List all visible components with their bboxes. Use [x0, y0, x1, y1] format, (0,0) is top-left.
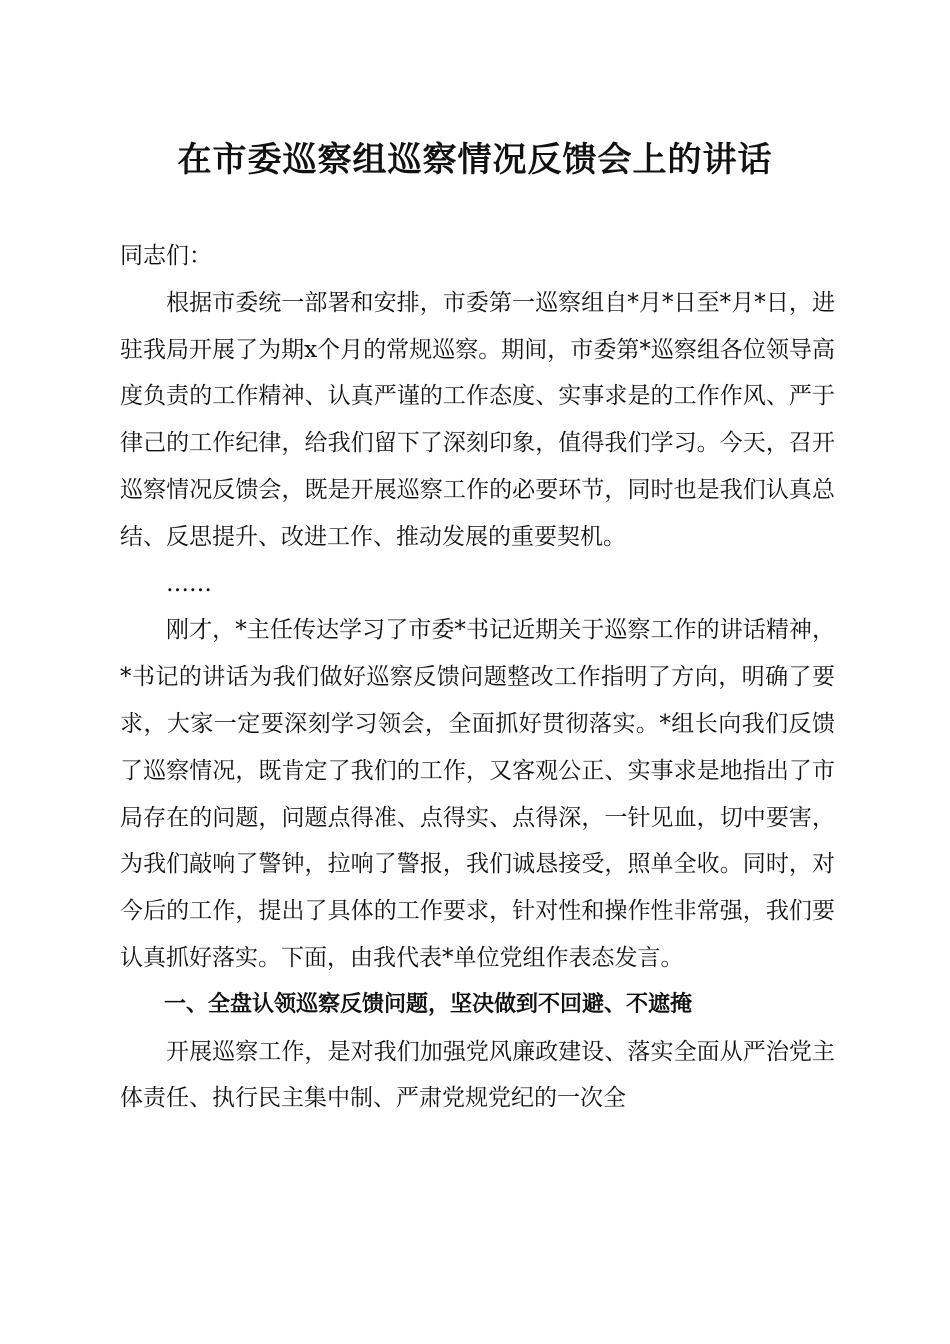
section-1-paragraph: 开展巡察工作，是对我们加强党风廉政建设、落实全面从严治党主体责任、执行民主集中制、严肃党规党纪的一次全 [120, 1038, 835, 1112]
document-body [120, 233, 835, 1122]
section-heading-1: 一、全盘认领巡察反馈问题，坚决做到不回避、不遮掩 [164, 991, 693, 1017]
document-title: 在市委巡察组巡察情况反馈会上的讲话 [177, 140, 773, 180]
paragraph-ellipsis: …… [166, 570, 212, 597]
salutation: 同志们： [120, 243, 212, 269]
paragraph-intro: 根据市委统一部署和安排，市委第一巡察组自*月*日至*月*日，进驻我局开展了为期x个月的常规巡察。期间，市委第*巡察组各位领导高度负责的工作精神、认真严谨的工作态度、实事求是的工作作风、严于律己的工作纪律，给我们留下了深刻印象，值得我们学习。今天，召开巡察情况反馈会，既是开展巡察工作的必要环节，同时也是我们认真总结、反思提升、改进工作、推动发展的重要契机。 [120, 289, 835, 550]
paragraph-response: 刚才，*主任传达学习了市委*书记近期关于巡察工作的讲话精神，*书记的讲话为我们做好巡察反馈问题整改工作指明了方向，明确了要求，大家一定要深刻学习领会，全面抓好贯彻落实。*组长向我们反馈了巡察情况，既肯定了我们的工作，又客观公正、实事求是地指出了市局存在的问题，问题点得准、点得实、点得深，一针见血，切中要害，为我们敲响了警钟，拉响了警报，我们诚恳接受，照单全收。同时，对今后的工作，提出了具体的工作要求，针对性和操作性非常强，我们要认真抓好落实。下面，由我代表*单位党组作表态发言。 [120, 617, 835, 971]
